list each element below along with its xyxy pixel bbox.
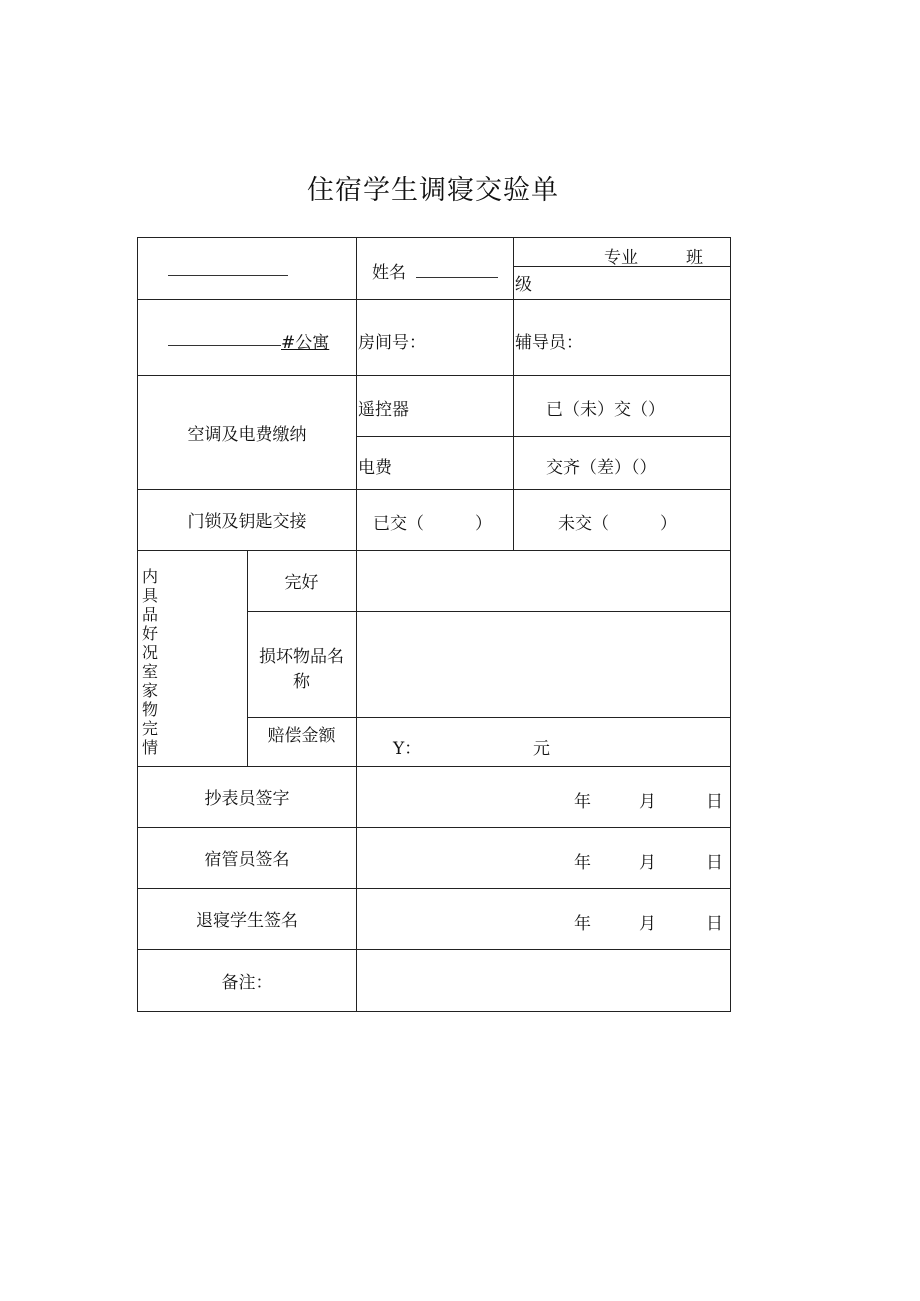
date-year: 年 — [574, 792, 591, 812]
date-month: 月 — [639, 853, 656, 873]
room-label: 房间号： — [358, 333, 426, 353]
furniture-vertical-label: 内 具 品 好 况 室 家 物 完 情 — [141, 567, 158, 757]
electric-label: 电费 — [358, 458, 392, 478]
remote-label: 遥控器 — [358, 400, 409, 420]
date-day: 日 — [706, 914, 723, 934]
row-divider — [356, 436, 730, 437]
remote-status[interactable]: 已（未）交（） — [546, 400, 665, 420]
page-title: 住宿学生调寝交验单 — [307, 175, 559, 206]
date-year: 年 — [574, 914, 591, 934]
name-label: 姓名 — [372, 263, 406, 283]
column-divider — [356, 550, 357, 1011]
ac-electric-label: 空调及电费缴纳 — [187, 424, 307, 445]
row-divider — [247, 717, 730, 718]
remarks-field[interactable] — [357, 950, 729, 1010]
counselor-label: 辅导员： — [515, 333, 583, 353]
apartment-label: #公寓 — [281, 333, 330, 353]
currency-unit: 元 — [533, 739, 550, 759]
exchange-form — [137, 237, 731, 1012]
date-month: 月 — [639, 914, 656, 934]
remarks-label: 备注： — [221, 972, 273, 993]
currency-symbol: Y： — [393, 739, 422, 759]
date-month: 月 — [639, 792, 656, 812]
class-label-suffix: 级 — [515, 275, 532, 295]
blank-underline — [168, 275, 288, 276]
name-underline[interactable] — [416, 277, 498, 278]
meter-reader-signature-label: 抄表员签字 — [204, 789, 290, 809]
key-unpaid[interactable]: 未交（ ） — [558, 514, 677, 534]
row-divider — [138, 550, 730, 551]
class-label: 班 — [686, 248, 703, 268]
row-divider — [138, 299, 730, 300]
date-year: 年 — [574, 853, 591, 873]
column-divider — [356, 238, 357, 550]
damaged-items-label: 损坏物品名 称 — [259, 647, 344, 692]
student-signature-label: 退寝学生签名 — [196, 911, 298, 931]
apartment-underline[interactable] — [168, 345, 281, 346]
major-label: 专业 — [604, 248, 638, 268]
compensation-label: 赔偿金额 — [267, 726, 336, 746]
date-day: 日 — [706, 792, 723, 812]
electric-status[interactable]: 交齐（差）（） — [546, 458, 657, 478]
dorm-manager-signature-label: 宿管员签名 — [204, 850, 290, 870]
lock-key-label: 门锁及钥匙交接 — [187, 512, 307, 532]
row-divider — [247, 611, 730, 612]
intact-label: 完好 — [284, 573, 319, 593]
date-day: 日 — [706, 853, 723, 873]
column-divider — [513, 238, 514, 550]
key-paid[interactable]: 已交（ ） — [373, 514, 492, 534]
